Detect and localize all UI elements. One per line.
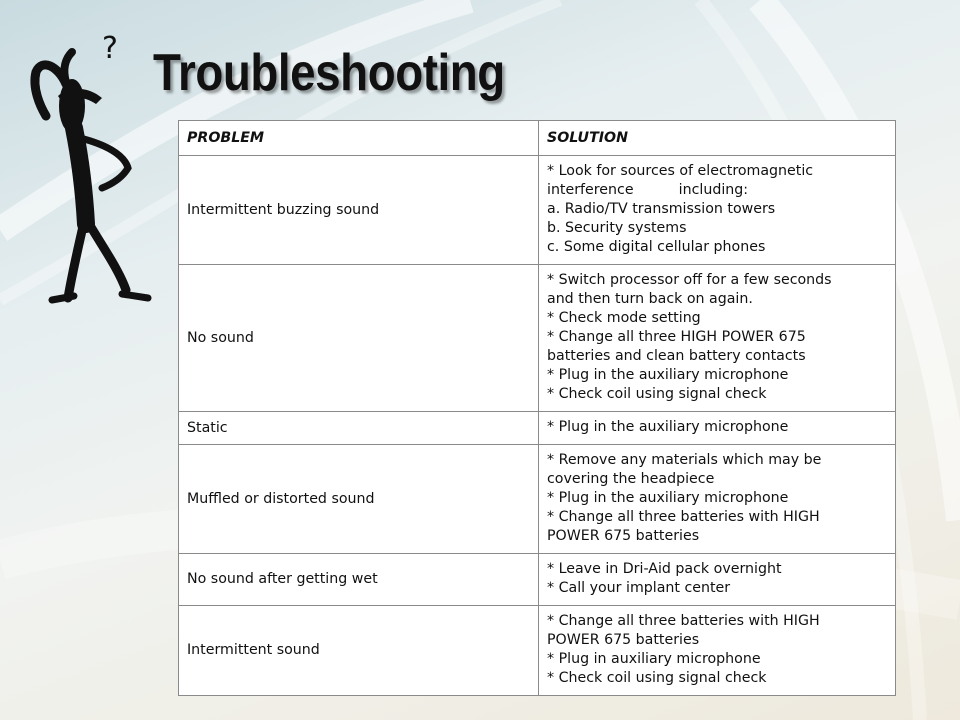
solution-line: * Change all three batteries with HIGH (547, 613, 820, 629)
column-header-solution: SOLUTION (539, 121, 896, 156)
solution-line: and then turn back on again. (547, 291, 753, 307)
solution-line: POWER 675 batteries (547, 632, 700, 648)
problem-cell: Intermittent sound (179, 606, 539, 696)
solution-cell (539, 156, 896, 265)
page-title: Troubleshooting (153, 44, 505, 102)
solution-line: * Plug in auxiliary microphone (547, 651, 761, 667)
solution-line: * Plug in the auxiliary microphone (547, 367, 789, 383)
question-mark-glyph: ? (102, 31, 118, 66)
table-row (179, 606, 896, 696)
solution-line: * Switch processor off for a few seconds (547, 272, 832, 288)
solution-line: * Plug in the auxiliary microphone (547, 419, 789, 435)
solution-line: * Remove any materials which may be (547, 452, 822, 468)
solution-line: * Check coil using signal check (547, 670, 767, 686)
solution-line: * Check mode setting (547, 310, 701, 326)
problem-cell: Muffled or distorted sound (179, 445, 539, 554)
solution-cell (539, 412, 896, 445)
solution-cell (539, 445, 896, 554)
problem-cell: No sound after getting wet (179, 554, 539, 606)
solution-line: POWER 675 batteries (547, 528, 700, 544)
solution-line: c. Some digital cellular phones (547, 239, 766, 255)
solution-line: a. Radio/TV transmission towers (547, 201, 776, 217)
troubleshooting-table (178, 120, 896, 696)
solution-line: b. Security systems (547, 220, 687, 236)
solution-line: interference including: (547, 182, 749, 198)
table-row (179, 412, 896, 445)
solution-line: * Call your implant center (547, 580, 731, 596)
problem-cell: Static (179, 412, 539, 445)
solution-line: batteries and clean battery contacts (547, 348, 806, 364)
table-row (179, 156, 896, 265)
solution-line: covering the headpiece (547, 471, 715, 487)
confused-stick-figure-icon (22, 28, 157, 308)
column-header-problem: PROBLEM (179, 121, 539, 156)
table-row (179, 265, 896, 412)
problem-cell: No sound (179, 265, 539, 412)
solution-line: * Leave in Dri-Aid pack overnight (547, 561, 782, 577)
solution-line: * Change all three HIGH POWER 675 (547, 329, 806, 345)
table-row (179, 445, 896, 554)
solution-line: * Check coil using signal check (547, 386, 767, 402)
solution-line: * Look for sources of electromagnetic (547, 163, 814, 179)
solution-cell (539, 265, 896, 412)
solution-cell (539, 606, 896, 696)
solution-cell (539, 554, 896, 606)
solution-line: * Change all three batteries with HIGH (547, 509, 820, 525)
table-header-row (179, 121, 896, 156)
table-row (179, 554, 896, 606)
solution-line: * Plug in the auxiliary microphone (547, 490, 789, 506)
problem-cell: Intermittent buzzing sound (179, 156, 539, 265)
